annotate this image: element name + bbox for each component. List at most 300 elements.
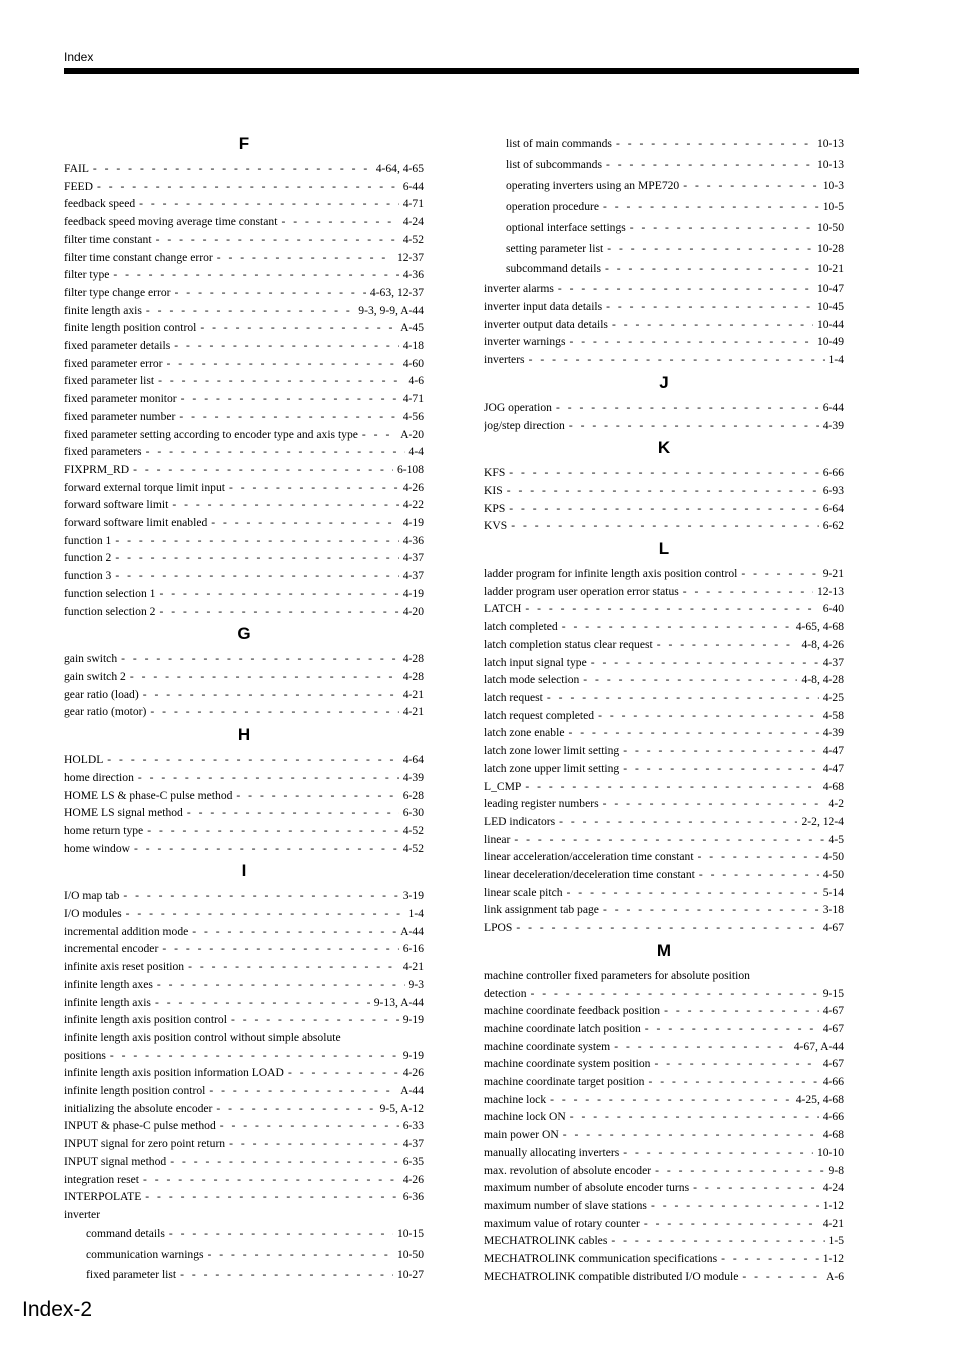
entry-pages: 4-25, 4-68 (795, 1092, 844, 1106)
entry-pages: 4-21 (402, 960, 424, 974)
index-entry (64, 195, 424, 213)
index-entry (64, 751, 424, 769)
entry-pages: 4-39 (822, 726, 844, 740)
section-letter-M: M (656, 940, 672, 960)
entry-term: I/O map tab (64, 889, 120, 903)
leader-dots (741, 565, 818, 583)
entries-J (484, 399, 844, 434)
index-entry (484, 517, 844, 535)
index-entry (64, 302, 424, 320)
leader-dots (529, 351, 825, 369)
entry-term: command details (86, 1226, 165, 1240)
index-entry (484, 1197, 844, 1215)
index-entry (484, 1108, 844, 1126)
index-entry (484, 884, 844, 902)
entries-M (484, 1002, 844, 1285)
index-entry (484, 1020, 844, 1038)
index-entry (64, 703, 424, 721)
entry-term: inverter output data details (484, 317, 608, 331)
entry-term: latch zone lower limit setting (484, 744, 620, 758)
index-entry-wrapped: infinite length axis position control without simple absolute (64, 1030, 341, 1044)
entry-pages: 4-47 (822, 761, 844, 775)
entry-term: list of subcommands (506, 157, 602, 171)
entry-pages: 4-58 (822, 708, 844, 722)
leader-dots (616, 134, 813, 155)
index-entry (484, 1002, 844, 1020)
index-entry (484, 795, 844, 813)
index-entry (64, 231, 424, 249)
index-entry (64, 1100, 424, 1118)
leader-dots (651, 1197, 819, 1215)
index-entry (64, 443, 424, 461)
index-entry (484, 218, 844, 239)
entry-pages: 4-64 (402, 753, 424, 767)
entry-pages: 4-28 (402, 652, 424, 666)
entry-pages: 10-50 (396, 1247, 424, 1261)
entry-term: gear ratio (load) (64, 687, 139, 701)
index-entry (484, 500, 844, 518)
entry-term: fixed parameter error (64, 356, 163, 370)
index-entry (64, 686, 424, 704)
leader-dots (113, 266, 398, 284)
index-entry (64, 887, 424, 905)
leader-dots (130, 668, 399, 686)
leader-dots (229, 479, 399, 497)
index-entry (64, 213, 424, 231)
index-entry (484, 760, 844, 778)
entry-pages: 4-37 (402, 569, 424, 583)
leader-dots (188, 958, 399, 976)
index-entry (484, 1179, 844, 1197)
entry-pages: 4-71 (402, 392, 424, 406)
entry-pages: 10-13 (816, 157, 844, 171)
leader-dots (110, 1047, 399, 1065)
entry-pages: 4-52 (402, 823, 424, 837)
section-letter-K: K (657, 438, 671, 458)
index-entry (64, 549, 424, 567)
entry-term: operation procedure (506, 199, 600, 213)
entry-term: infinite length axes (64, 977, 153, 991)
entry-pages: 6-108 (396, 462, 424, 476)
entry-pages: 4-20 (402, 604, 424, 618)
leader-dots (645, 1020, 819, 1038)
leader-dots (217, 249, 393, 267)
entry-term: function 3 (64, 569, 112, 583)
leader-dots (570, 1108, 819, 1126)
entry-pages: 9-19 (402, 1048, 424, 1062)
leader-dots (121, 650, 399, 668)
index-entry (64, 1064, 424, 1082)
leader-dots (115, 532, 398, 550)
index-entry (64, 372, 424, 390)
leader-dots (231, 1011, 399, 1029)
entry-term: forward external torque limit input (64, 480, 225, 494)
entry-term: HOME LS & phase-C pulse method (64, 788, 233, 802)
index-entry (484, 1232, 844, 1250)
entries-H (64, 751, 424, 857)
index-entry (64, 249, 424, 267)
entry-term: fixed parameter number (64, 409, 176, 423)
entry-pages: 4-25 (822, 691, 844, 704)
entry-term: KIS (484, 483, 503, 497)
leader-dots (559, 813, 797, 831)
index-entry (64, 804, 424, 822)
entry-term: fixed parameter list (86, 1268, 177, 1282)
index-entry (484, 707, 844, 725)
index-entry (484, 280, 844, 298)
entry-pages: 6-64 (822, 501, 844, 515)
entry-pages: 9-5, A-12 (379, 1101, 424, 1115)
index-entry (484, 831, 844, 849)
index-entry (64, 603, 424, 621)
entry-pages: 4-37 (402, 1137, 424, 1151)
entry-pages: 4-8, 4-28 (801, 673, 844, 687)
entry-term: fixed parameter monitor (64, 392, 177, 406)
entry-pages: 9-21 (822, 567, 844, 581)
entry-term: function selection 1 (64, 586, 156, 600)
index-entry (64, 1188, 424, 1206)
leader-dots (605, 259, 813, 280)
index-entry (64, 160, 424, 178)
entry-term: finite length axis (64, 303, 142, 317)
index-entry (64, 355, 424, 373)
entry-term: machine coordinate target position (484, 1075, 645, 1089)
entry-term: setting parameter list (506, 241, 604, 255)
entry-pages: 10-3 (822, 178, 844, 192)
entry-pages: 6-35 (402, 1154, 424, 1168)
entry-term: L_CMP (484, 779, 522, 793)
entry-pages: 4-50 (822, 868, 844, 882)
entry-term: MECHATROLINK cables (484, 1234, 608, 1248)
index-entry (64, 905, 424, 923)
leader-dots (174, 337, 399, 355)
section-letter-F: F (238, 134, 250, 153)
leader-dots (591, 654, 819, 672)
leader-dots (603, 901, 819, 919)
entry-pages: 10-50 (816, 220, 844, 234)
leader-dots (583, 671, 797, 689)
entry-term: home direction (64, 770, 134, 784)
leader-dots (143, 1171, 399, 1189)
entry-pages: 10-13 (816, 137, 844, 150)
entry-term: KPS (484, 501, 506, 515)
entry-term: FEED (64, 179, 93, 193)
index-entry (64, 567, 424, 585)
entry-term: ladder program for infinite length axis position control (484, 567, 738, 581)
index-entry (64, 923, 424, 941)
leader-dots (509, 464, 818, 482)
index-entry (64, 994, 424, 1012)
leader-dots (138, 769, 399, 787)
entry-pages: 4-26 (402, 1066, 424, 1080)
index-entry-continued (484, 985, 844, 1003)
entry-term: link assignment tab page (484, 903, 599, 917)
leader-dots (511, 517, 819, 535)
entries-K (484, 464, 844, 535)
entry-pages: 2-2, 12-4 (801, 814, 844, 828)
leader-dots (281, 213, 398, 231)
index-entry (484, 848, 844, 866)
entry-term: MECHATROLINK communication specifications (484, 1252, 718, 1266)
index-entry (484, 298, 844, 316)
entry-pages: A-45 (400, 321, 424, 335)
leader-dots (606, 298, 813, 316)
section-letter-G: G (237, 624, 251, 644)
entry-term: JOG operation (484, 400, 552, 414)
leader-dots (126, 905, 405, 923)
entry-pages: A-6 (825, 1269, 844, 1283)
entry-pages: 9-19 (402, 1013, 424, 1027)
entry-term: function selection 2 (64, 604, 156, 618)
entry-term: feedback speed moving average time constant (64, 215, 278, 229)
index-entry (64, 337, 424, 355)
entry-pages: 4-19 (402, 516, 424, 530)
index-entry (64, 840, 424, 858)
entry-pages: 10-45 (816, 300, 844, 314)
entry-pages: 4-36 (402, 268, 424, 282)
index-entry (64, 408, 424, 426)
entry-pages: 10-5 (822, 199, 844, 213)
leader-dots (362, 426, 396, 444)
entry-pages: 4-28 (402, 669, 424, 683)
leader-dots (655, 1162, 824, 1180)
leader-dots (531, 985, 819, 1003)
entry-pages: 6-62 (822, 519, 844, 533)
leader-dots (93, 160, 372, 178)
entry-pages: 4-71 (402, 197, 424, 211)
header-rule (64, 68, 859, 74)
entry-pages: 10-27 (396, 1268, 424, 1282)
leader-dots (598, 707, 819, 725)
leader-dots (187, 804, 399, 822)
index-entry (64, 650, 424, 668)
entry-pages: 6-16 (402, 942, 424, 956)
entry-term: forward software limit (64, 498, 169, 512)
index-entry (484, 565, 844, 583)
entry-pages: A-44 (400, 924, 424, 938)
index-entry (64, 958, 424, 976)
entry-term: gear ratio (motor) (64, 705, 147, 719)
leader-dots (550, 1091, 792, 1109)
entry-pages: 4-67, A-44 (793, 1039, 844, 1053)
index-entry (484, 1144, 844, 1162)
index-entry (64, 1265, 424, 1286)
leader-dots (654, 1055, 818, 1073)
entry-term: machine coordinate feedback position (484, 1004, 661, 1018)
entry-term: latch input signal type (484, 655, 587, 669)
index-entry (64, 585, 424, 603)
entry-term: infinite length position control (64, 1084, 206, 1098)
index-entry (64, 178, 424, 196)
entry-pages: 6-36 (402, 1190, 424, 1204)
entry-term: home return type (64, 823, 144, 837)
entry-pages: A-44 (400, 1084, 424, 1098)
entry-term: incremental addition mode (64, 924, 189, 938)
leader-dots (115, 567, 398, 585)
section-letter-I: I (241, 861, 247, 881)
entries-I (64, 887, 424, 1029)
entry-term: max. revolution of absolute encoder (484, 1163, 652, 1177)
leader-dots (567, 884, 819, 902)
index-entry (64, 1224, 424, 1245)
entry-term: leading register numbers (484, 797, 599, 811)
leader-dots (603, 795, 825, 813)
entry-term: manually allocating inverters (484, 1145, 620, 1159)
leader-dots (562, 618, 792, 636)
index-column-right (484, 134, 844, 1286)
entry-pages: 4-2 (828, 797, 844, 811)
leader-dots (611, 1232, 824, 1250)
entries-inverter (484, 280, 844, 369)
leader-dots (648, 1073, 818, 1091)
index-entry (64, 668, 424, 686)
entry-term: latch zone upper limit setting (484, 761, 620, 775)
entry-term: inverter alarms (484, 282, 554, 296)
entry-pages: 4-39 (402, 770, 424, 784)
entry-term: optional interface settings (506, 220, 626, 234)
leader-dots (630, 218, 813, 239)
entry-term: fixed parameter details (64, 339, 171, 353)
leader-dots (192, 923, 396, 941)
entry-pages: 5-14 (822, 885, 844, 899)
entry-pages: 4-52 (402, 841, 424, 855)
index-entry (484, 134, 844, 155)
leader-dots (229, 1135, 399, 1153)
entry-pages: 6-44 (822, 400, 844, 414)
entry-pages: 4-18 (402, 339, 424, 353)
entry-pages: 10-47 (816, 282, 844, 296)
entry-pages: 4-67 (822, 921, 844, 935)
index-entry (484, 464, 844, 482)
entry-term: filter time constant (64, 232, 152, 246)
entry-pages: 4-56 (402, 409, 424, 423)
entry-pages: 4-67 (822, 1004, 844, 1018)
entry-pages: 4-52 (402, 232, 424, 246)
entry-pages: 4-22 (402, 498, 424, 512)
entry-term: INPUT & phase-C pulse method (64, 1119, 216, 1133)
leader-dots (133, 461, 393, 479)
leader-dots (146, 443, 405, 461)
index-entry-wrapped: machine controller fixed parameters for absolute position (484, 968, 750, 982)
leader-dots (556, 399, 819, 417)
entry-pages: A-20 (400, 427, 424, 441)
leader-dots (158, 372, 404, 390)
entry-term: filter time constant change error (64, 250, 213, 264)
index-entry (484, 1250, 844, 1268)
entry-pages: 1-12 (822, 1198, 844, 1212)
entries-I-2 (64, 1064, 424, 1206)
entry-pages: 6-30 (402, 806, 424, 820)
index-entry (484, 636, 844, 654)
leader-dots (180, 1265, 393, 1286)
entry-term: list of main commands (506, 137, 612, 150)
entries-inverter-sub-cont (484, 134, 844, 280)
index-entry (64, 1011, 424, 1029)
entry-term: LPOS (484, 921, 513, 935)
index-entry (64, 1171, 424, 1189)
entry-term: infinite length axis position information LOAD (64, 1066, 284, 1080)
index-entry (484, 742, 844, 760)
index-entry (484, 600, 844, 618)
entry-term: subcommand details (506, 262, 601, 276)
entry-pages: 10-28 (816, 241, 844, 255)
index-entry (484, 239, 844, 260)
index-entry (64, 514, 424, 532)
entry-pages: 3-18 (822, 903, 844, 917)
entry-term: machine coordinate system (484, 1039, 611, 1053)
entry-term: latch completion status clear request (484, 637, 653, 651)
entry-pages: 12-13 (816, 584, 844, 598)
entry-term: KFS (484, 466, 506, 480)
index-entry (484, 316, 844, 334)
entry-pages: 4-26 (402, 480, 424, 494)
entry-pages: 4-68 (822, 1128, 844, 1142)
entry-pages: 4-8, 4-26 (801, 637, 844, 651)
index-entry (484, 866, 844, 884)
entry-pages: 9-3 (408, 977, 424, 991)
index-entry (484, 919, 844, 937)
entry-term: gain switch 2 (64, 669, 126, 683)
index-entry (64, 390, 424, 408)
entry-term: machine lock ON (484, 1110, 566, 1124)
entry-term: INPUT signal for zero point return (64, 1137, 226, 1151)
index-entry (64, 284, 424, 302)
index-entry (484, 351, 844, 369)
index-entry (484, 671, 844, 689)
entry-term: linear scale pitch (484, 885, 563, 899)
entry-pages: 9-3, 9-9, A-44 (358, 303, 424, 317)
entry-pages: 4-24 (402, 215, 424, 229)
entry-term: latch request completed (484, 708, 595, 722)
entry-pages: 4-50 (822, 850, 844, 864)
leader-dots (623, 742, 819, 760)
leader-dots (159, 603, 398, 621)
index-entry (64, 1153, 424, 1171)
entry-pages: 1-5 (828, 1234, 844, 1248)
entry-pages: 6-33 (402, 1119, 424, 1133)
entries-L (484, 565, 844, 937)
entry-term: latch mode selection (484, 673, 580, 687)
leader-dots (525, 778, 818, 796)
index-entry (64, 319, 424, 337)
index-entry (484, 176, 844, 197)
entry-term: INPUT signal method (64, 1154, 167, 1168)
index-entry (64, 426, 424, 444)
entry-pages: 4-21 (402, 705, 424, 719)
leader-dots (721, 1250, 819, 1268)
entry-pages: 4-36 (402, 533, 424, 547)
entry-pages: 6-66 (822, 466, 844, 480)
index-entry (484, 399, 844, 417)
index-entry (64, 822, 424, 840)
entry-pages: 4-66 (822, 1075, 844, 1089)
entry-pages: 4-68 (822, 779, 844, 793)
leader-dots (155, 994, 370, 1012)
entry-term: detection (484, 986, 527, 1000)
entry-term: FIXPRM_RD (64, 462, 130, 476)
index-entry (484, 1268, 844, 1286)
entry-pages: 6-93 (822, 483, 844, 497)
leader-dots (179, 408, 398, 426)
index-entry (484, 654, 844, 672)
leader-dots (525, 600, 818, 618)
entry-pages: 10-10 (816, 1145, 844, 1159)
entry-pages: 4-65, 4-68 (795, 620, 844, 634)
index-entry (484, 417, 844, 435)
entry-pages: 6-44 (402, 179, 424, 193)
leader-dots (683, 176, 819, 197)
leader-dots (159, 585, 398, 603)
